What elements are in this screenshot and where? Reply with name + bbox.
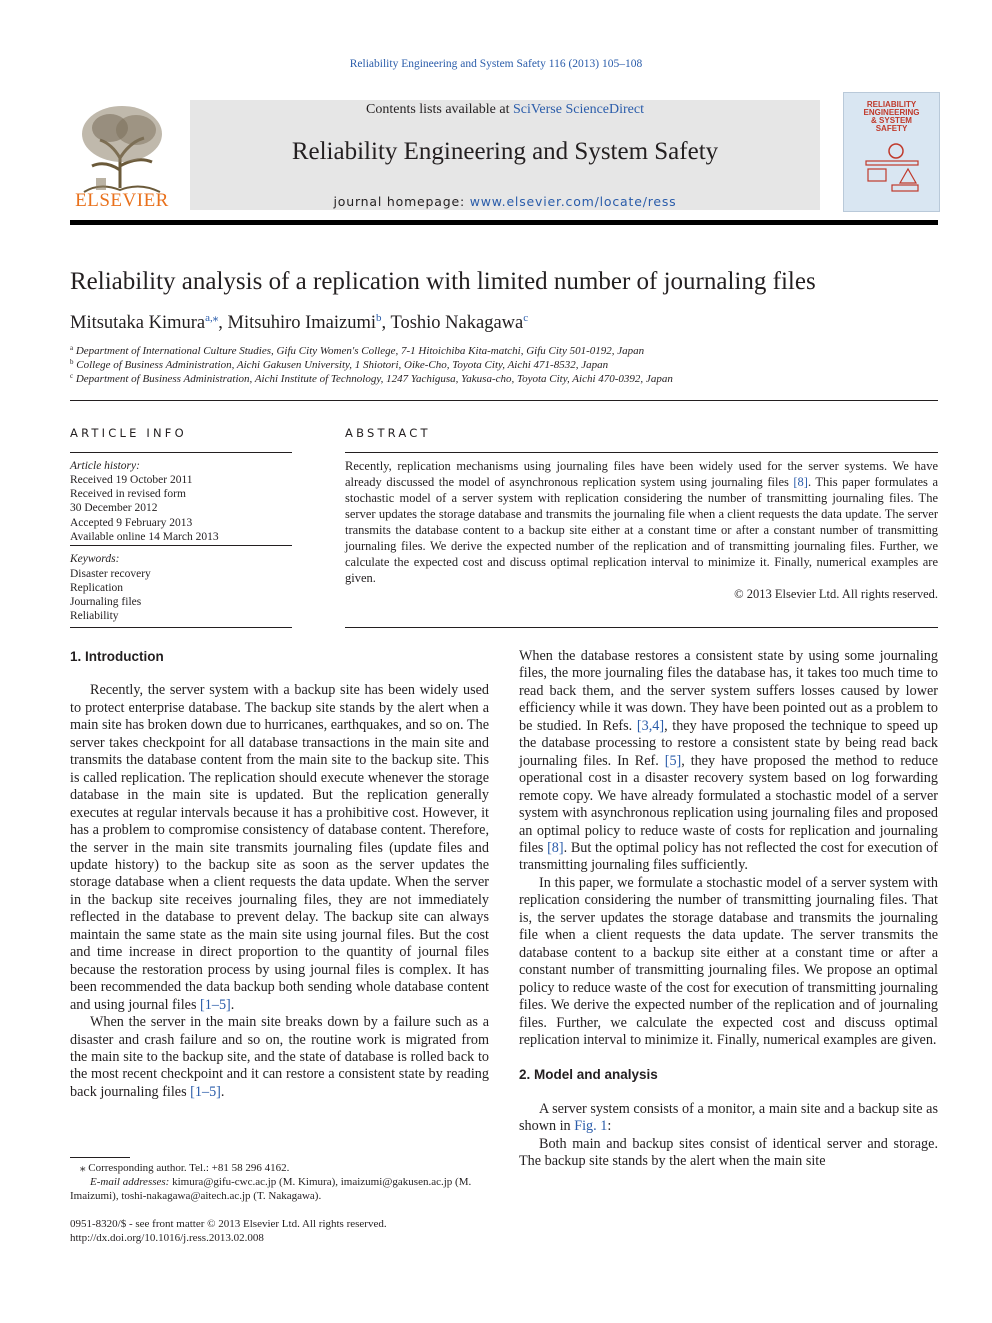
cover-title-line: RELIABILITY <box>866 100 917 109</box>
history-item: Received in revised form <box>70 488 186 500</box>
abstract-text: . This paper formulates a stochastic model of a server system with replication considering the number of transmitting journaling files. The server updates the storage database and transmits the journaling file when a client requests the data update. The server transmits the database content to a backup site either at a constant time or after a constant number of transmitting journaling files. We derive the expected number of the replication and of transmitting journaling files. Further, we calculate the expected cost and discuss optimal replication interval to minimize it. Finally, numerical examples are given. <box>345 475 938 585</box>
history-item: Accepted 9 February 2013 <box>70 517 193 529</box>
article-info-rule <box>70 452 292 453</box>
paragraph <box>70 682 489 1014</box>
reference-link[interactable]: [5] <box>664 752 682 769</box>
section-divider <box>70 400 938 401</box>
paragraph-text: When the server in the main site breaks down by a failure such as a disaster and crash failure and so on, the routine work is migrated from the main site to the backup site, and the state of database is rolled back to the most recent checkpoint and it can restore a consistent state by reading back journaling files <box>70 1014 489 1100</box>
article-info-label: ARTICLE INFO <box>70 426 187 440</box>
paragraph <box>519 648 938 875</box>
affiliation-text: College of Business Administration, Aichi Gakusen University, 1 Shiotori, Oike-Cho, Toyota City, Aichi 471-8532, Japan <box>76 359 609 371</box>
email-label: E-mail addresses: <box>90 1176 173 1188</box>
article-title: Reliability analysis of a replication with limited number of journaling files <box>70 268 816 295</box>
paragraph-text: When the database restores a consistent state by using some journaling files, the more journaling files the database has, it takes too much time to read back them, and the server system suffers losses caused by lower efficiency while it was down. They have been pointed out as a problem to be studied. In Refs. <box>519 648 938 734</box>
keyword-item: Disaster recovery <box>70 568 151 580</box>
reference-link[interactable]: [1–5] <box>200 996 231 1013</box>
abstract-copyright: © 2013 Elsevier Ltd. All rights reserved. <box>734 587 938 601</box>
affiliation-mark: a <box>70 344 74 352</box>
paragraph-text: : <box>607 1118 612 1135</box>
homepage-line <box>190 194 820 209</box>
affiliation <box>70 372 938 385</box>
abstract-rule <box>345 452 938 453</box>
abstract-rule <box>345 627 938 628</box>
journal-citation[interactable]: Reliability Engineering and System Safety 116 (2013) 105–108 <box>349 58 643 70</box>
affiliation-mark: b <box>70 358 74 366</box>
cover-title-line: ENGINEERING <box>863 108 920 117</box>
paragraph-text: Recently, the server system with a backup site has been widely used to protect enterprise database. The backup site stands by the alert when a main site has broken down due to hurricanes, earthquakes, and so on. The server takes checkpoint for all database transactions in the main site and transmits the database content from the main site to the backup site. This is called replication. The replication should execute whenever the storage database in the main site is updated. But the replication generally executes at regular intervals because it has a prohibitive cost. However, it has a problem to compromise consistency of database content. Therefore, the server in the main site transmits journaling files (update files and update history) to the backup site as soon as the server updates the storage database when a client requests the data update. When the server in the backup site receives journaling files, they are not immediately reflected in the database to prevent delay. The backup site can always maintain the same state as the main site using journal files. But the cost and time increase in direct proportion to the quantity of journal files because the restoration process by using journal files is complex. It has been recommended the data backup both sending whole database content and using journal files <box>70 682 489 1013</box>
masthead-rule <box>70 220 938 225</box>
paragraph-text: A server system consists of a monitor, a main site and a backup site as shown in <box>519 1100 938 1135</box>
homepage-prefix: journal homepage: <box>333 194 470 209</box>
article-info-rule <box>70 545 292 546</box>
issn-line: 0951-8320/$ - see front matter © 2013 Elsevier Ltd. All rights reserved. <box>70 1218 387 1230</box>
abstract-label: ABSTRACT <box>345 426 431 440</box>
masthead <box>70 92 938 218</box>
journal-title: Reliability Engineering and System Safety <box>291 138 719 165</box>
history-item: Received 19 October 2011 <box>70 474 193 486</box>
reference-link[interactable]: [8] <box>793 475 808 489</box>
email-note <box>70 1175 490 1203</box>
paragraph-text: . But the optimal policy has not reflected the cost for execution of transmitting journaling files sufficiently. <box>519 839 938 874</box>
author-name: Mitsuhiro Imaizumi <box>227 313 377 333</box>
section-heading: 2. Model and analysis <box>519 1067 658 1083</box>
paragraph: Both main and backup sites consist of identical server and storage. The backup site stands by the alert when the main site <box>519 1135 938 1170</box>
doi-link[interactable]: http://dx.doi.org/10.1016/j.ress.2013.02.008 <box>70 1232 264 1244</box>
paragraph-text: , they have proposed the technique to speed up the database processing to restore a consistent state by being read back journaling files. In Ref. <box>519 717 938 769</box>
author-affil-mark[interactable]: c <box>523 312 529 324</box>
author-name: Toshio Nakagawa <box>390 313 524 333</box>
author-affil-mark[interactable]: a,⁎ <box>205 312 219 324</box>
body-left-column <box>70 648 489 1101</box>
corresponding-author-text: ⁎ Corresponding author. Tel.: +81 58 296 4162. <box>80 1162 290 1174</box>
affiliation-text: Department of International Culture Studies, Gifu City Women's College, 7-1 Hitoichiba Kita-matchi, Gifu City 501-0192, Japan <box>75 345 645 357</box>
reference-link[interactable]: [3,4] <box>636 717 665 734</box>
journal-cover-thumbnail[interactable] <box>843 92 940 212</box>
paragraph <box>70 1014 489 1101</box>
email-addresses[interactable]: kimura@gifu-cwc.ac.jp (M. Kimura), imaizumi@gakusen.ac.jp (M. Imaizumi), toshi-nakagawa@aitech.ac.jp (T. Nakagawa). <box>70 1176 472 1202</box>
paragraph: In this paper, we formulate a stochastic model of a server system with replication considering the number of transmitting journaling files. That is, the server updates the storage database and transmits the journaling file when a client requests the data update. The server transmits the database content to a backup site either at a constant time or after a constant number of transmitting journaling files. We propose an optimal policy to reduce waste of the cost for execution of transmitting journaling files. We derive the expected number of the replication and of journaling files. Further, we calculate the expected cost and discuss optimal replication interval to minimize it. Finally, numerical examples are given. <box>519 874 938 1048</box>
reference-link[interactable]: [1–5] <box>190 1083 221 1100</box>
section-heading: 1. Introduction <box>70 649 164 664</box>
keywords-label: Keywords: <box>70 553 120 565</box>
sciencedirect-link[interactable]: SciVerse ScienceDirect <box>512 102 644 117</box>
affiliation-mark: c <box>70 372 74 380</box>
contents-line <box>190 102 820 118</box>
history-item: Available online 14 March 2013 <box>70 531 219 543</box>
affiliation-text: Department of Business Administration, Aichi Institute of Technology, 1247 Yachigusa, Yakusa-cho, Toyota City, Aichi 470-0392, Japan <box>75 373 673 385</box>
cover-title-line: & SYSTEM <box>871 116 912 125</box>
paragraph-text: . <box>220 1083 225 1100</box>
journal-header-box <box>190 100 820 210</box>
paragraph-text: , they have proposed the method to reduce operational cost in a disaster recovery system based on log forwarding remote copy. We have already formulated a stochastic model of a server system with asynchronous replication using journaling files and proposed an optimal policy to reduce waste of costs for replication and journaling files <box>519 752 939 856</box>
journal-homepage-link[interactable]: www.elsevier.com/locate/ress <box>469 194 677 209</box>
affiliation <box>70 358 938 371</box>
footnote-rule <box>70 1157 130 1158</box>
body-right-column <box>519 648 938 1171</box>
cover-title-line: SAFETY <box>875 124 908 133</box>
publisher-wordmark: ELSEVIER <box>75 190 169 211</box>
affiliation <box>70 344 938 357</box>
abstract-text: Recently, replication mechanisms using journaling files have been widely used for the server systems. We have already discussed the model of asynchronous replication system using journaling files <box>345 459 938 489</box>
keyword-item: Replication <box>70 582 124 594</box>
keyword-item: Reliability <box>70 610 119 622</box>
abstract-body <box>345 458 938 602</box>
paragraph <box>519 1101 938 1136</box>
author-affil-mark[interactable]: b <box>376 312 382 324</box>
cover-title <box>844 101 939 133</box>
paragraph-text: . <box>230 996 235 1013</box>
author-separator: , <box>381 313 391 333</box>
figure-link[interactable]: Fig. 1 <box>574 1118 608 1135</box>
history-label: Article history: <box>70 460 140 472</box>
author-name: Mitsutaka Kimura <box>70 313 206 333</box>
keyword-item: Journaling files <box>70 596 142 608</box>
contents-prefix: Contents lists available at <box>366 102 513 117</box>
corresponding-author-note <box>70 1161 490 1175</box>
author-separator: , <box>218 313 228 333</box>
article-info-rule <box>70 627 292 628</box>
cover-graphic <box>862 143 922 195</box>
author-list <box>70 311 938 334</box>
history-item: 30 December 2012 <box>70 502 158 514</box>
reference-link[interactable]: [8] <box>547 839 564 856</box>
